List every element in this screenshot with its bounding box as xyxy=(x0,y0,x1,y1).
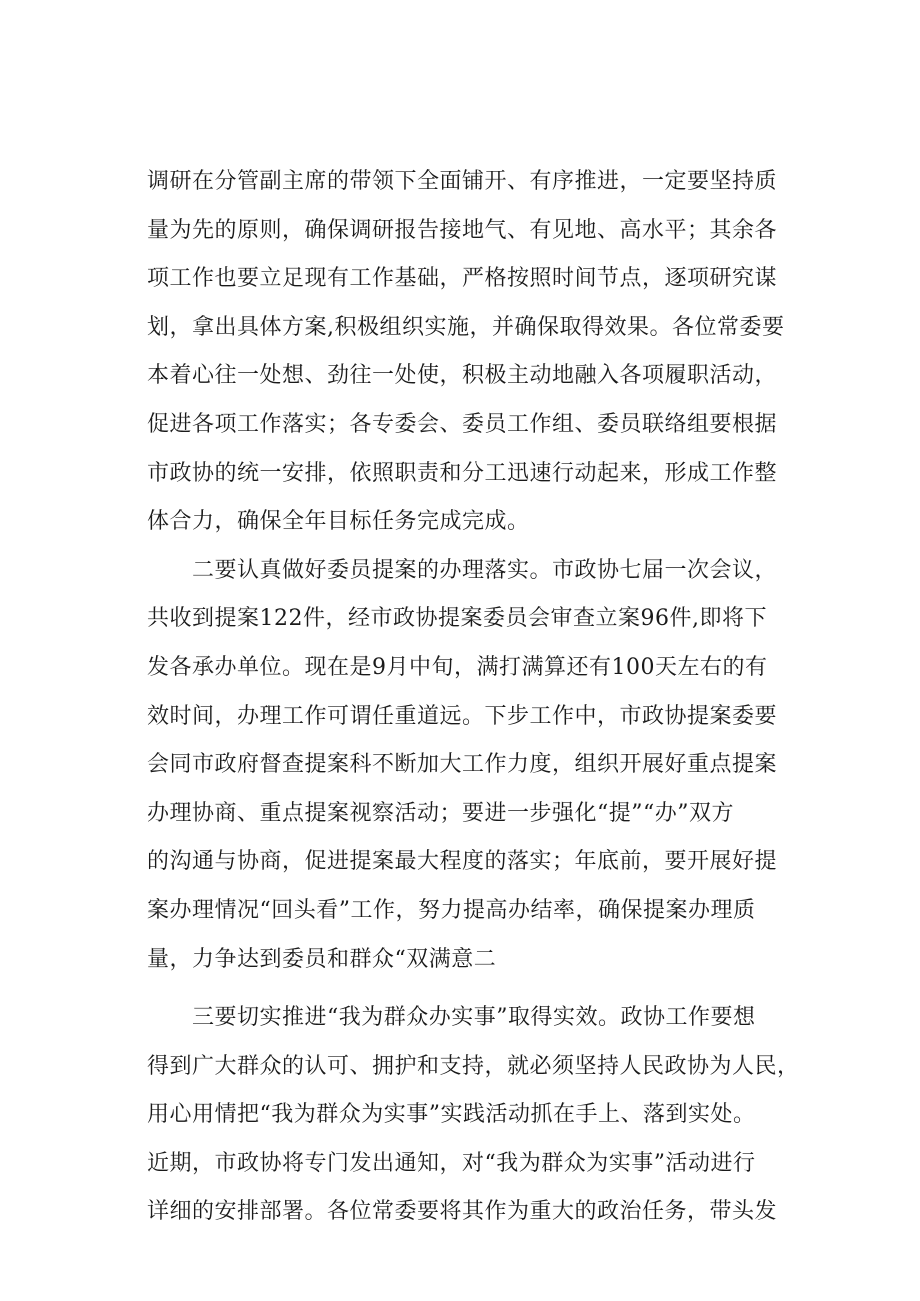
paragraph-1 xyxy=(147,158,807,547)
text-line: 二要认真做好委员提案的办理落实。市政协七届一次会议， xyxy=(147,557,778,583)
text-line: 案办理情况“回头看”工作，努力提高办结率，确保提案办理质 xyxy=(147,897,756,923)
text-line: 会同市政府督查提案科不断加大工作力度，组织开展好重点提案 xyxy=(147,752,778,778)
text-line: 体合力，确保全年目标任务完成完成。 xyxy=(147,509,530,535)
text-line: 量，力争达到委员和群众“双满意二 xyxy=(147,946,497,972)
text-line: 划，拿出具体方案,积极组织实施，并确保取得效果。各位常委要 xyxy=(147,314,785,340)
text-line: 调研在分管副主席的带领下全面铺开、有序推进，一定要坚持质 xyxy=(147,169,778,194)
text-line: 项工作也要立足现有工作基础，严格按照时间节点，逐项研究谋 xyxy=(147,266,778,292)
paragraph-2 xyxy=(147,547,807,984)
text-line: 发各承办单位。现在是9月中旬，满打满算还有100天左右的有 xyxy=(147,654,768,680)
text-line: 市政协的统一安排，依照职责和分工迅速行动起来，形成工作整 xyxy=(147,460,778,486)
text-line: 共收到提案122件，经市政协提案委员会审查立案96件,即将下 xyxy=(147,606,767,632)
text-line: 办理协商、重点提案视察活动；要进一步强化“提”“办”双方 xyxy=(147,800,734,826)
text-line: 的沟通与协商，促进提案最大程度的落实；年底前，要开展好提 xyxy=(147,849,778,875)
text-line: 用心用情把“我为群众为实事”实践活动抓在手上、落到实处。 xyxy=(147,1102,756,1128)
text-line: 三要切实推进“我为群众办实事”取得实效。政协工作要想 xyxy=(147,1005,756,1031)
text-line: 效时间，办理工作可谓任重道远。下步工作中，市政协提案委要 xyxy=(147,703,778,729)
text-line: 量为先的原则，确保调研报告接地气、有见地、高水平；其余各 xyxy=(147,217,778,243)
paragraph-3 xyxy=(147,994,807,1237)
text-line: 本着心往一处想、劲往一处使，积极主动地融入各项履职活动， xyxy=(147,363,778,389)
text-line: 促进各项工作落实；各专委会、委员工作组、委员联络组要根据 xyxy=(147,411,778,437)
text-line: 近期，市政协将专门发出通知，对“我为群众为实事”活动进行 xyxy=(147,1150,756,1176)
text-line: 详细的安排部署。各位常委要将其作为重大的政治任务，带头发 xyxy=(147,1199,778,1225)
document-body xyxy=(147,158,807,1237)
text-line: 得到广大群众的认可、拥护和支持，就必须坚持人民政协为人民， xyxy=(147,1053,800,1079)
paragraph-gap xyxy=(147,984,807,994)
